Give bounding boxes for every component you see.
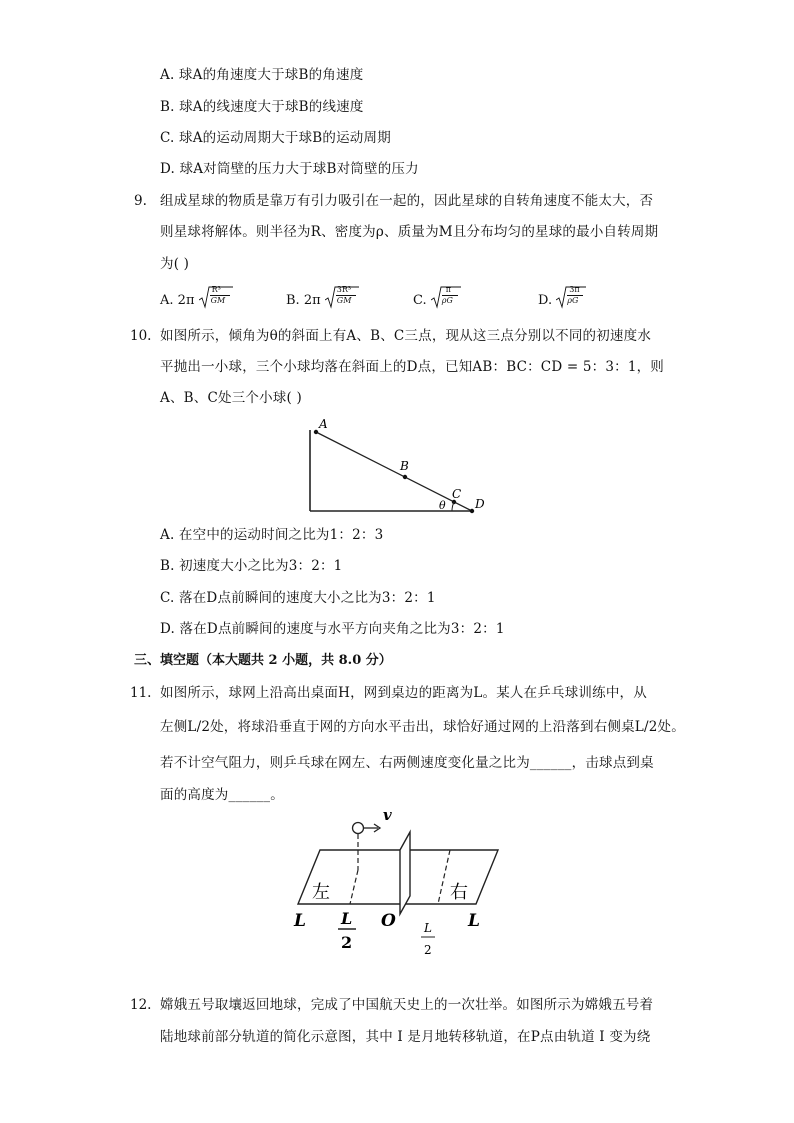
label-half-num: L <box>341 909 353 928</box>
q12-number: 12. <box>130 997 152 1013</box>
q9-option-d: D. $\frac{3\pi}{\rho G}$ <box>538 288 586 310</box>
q9-number: 9. <box>134 193 147 209</box>
label-half-den: 2 <box>341 933 353 952</box>
point-b <box>403 475 407 479</box>
q9-radical: $\frac{3\pi}{\rho G}$ <box>556 288 586 310</box>
label-d: D <box>475 497 485 511</box>
label-v: v <box>383 808 392 824</box>
q9-text-line: 组成星球的物质是靠万有引力吸引在一起的，因此星球的自转角速度不能太大，否 <box>160 193 654 209</box>
label-L-right: L <box>468 911 480 931</box>
label-O: O <box>381 911 396 931</box>
q11-text-line: 如图所示，球网上沿高出桌面H，网到桌边的距离为L。某人在乒乓球训练中，从 <box>160 685 647 701</box>
q11-text-line: 若不计空气阻力，则乒乓球在网左、右两侧速度变化量之比为______，击球点到桌 <box>160 755 654 771</box>
incline-figure <box>300 418 510 518</box>
label-half2-num: L <box>424 921 432 935</box>
q8-option-c: C. 球A的运动周期大于球B的运动周期 <box>160 130 391 146</box>
q10-number: 10. <box>130 328 152 344</box>
q9-option-b: B. 2π $\frac{\text{3R³}}{GM}$ <box>286 288 359 310</box>
point-a <box>314 430 318 434</box>
q9-radical: $\frac{\text{3R³}}{GM}$ <box>325 288 359 310</box>
q9-radical: $\frac{\text{R³}}{GM}$ <box>199 288 233 310</box>
q10-text-line: 平抛出一小球，三个小球均落在斜面上的D点，已知AB：BC：CD = 5：3：1，则 <box>160 359 665 375</box>
q9-option-c: C. $\frac{\pi}{\rho G}$ <box>413 288 461 310</box>
table-tennis-figure <box>290 808 510 960</box>
label-a: A <box>319 418 328 431</box>
q11-text-line: 左侧L/2处，将球沿垂直于网的方向水平击出，球恰好通过网的上沿落到右侧桌L/2处。 <box>160 719 685 735</box>
q12-text-line: 陆地球前部分轨道的简化示意图，其中 I 是月地转移轨道，在P点由轨道 I 变为绕 <box>160 1029 651 1045</box>
q10-option-c: C. 落在D点前瞬间的速度大小之比为3：2：1 <box>160 590 436 606</box>
q8-option-d: D. 球A对筒壁的压力大于球B对筒壁的压力 <box>160 161 419 177</box>
q12-text-line: 嫦娥五号取壤返回地球，完成了中国航天史上的一次壮举。如图所示为嫦娥五号着 <box>160 997 654 1013</box>
label-b: B <box>400 459 409 473</box>
point-d <box>470 509 474 513</box>
label-right: 右 <box>450 882 468 903</box>
label-half2-den: 2 <box>424 943 432 957</box>
q8-option-a: A. 球A的角速度大于球B的角速度 <box>160 67 364 83</box>
q11-text-line: 面的高度为______。 <box>160 787 284 803</box>
q9-radical: $\frac{\pi}{\rho G}$ <box>431 288 461 310</box>
label-c: C <box>452 487 462 501</box>
label-theta: θ <box>439 499 446 512</box>
label-L-left: L <box>294 911 306 931</box>
q10-text-line: A、B、C处三个小球( ) <box>160 390 302 406</box>
q11-number: 11. <box>130 685 152 701</box>
q9-text-line: 为( ) <box>160 256 190 272</box>
q9-text-line: 则星球将解体。则半径为R、密度为ρ、质量为M且分布均匀的星球的最小自转周期 <box>160 224 659 240</box>
section-heading: 三、填空题（本大题共 2 小题，共 8.0 分） <box>134 653 392 668</box>
q10-option-a: A. 在空中的运动时间之比为1：2：3 <box>160 527 384 543</box>
q8-option-b: B. 球A的线速度大于球B的线速度 <box>160 99 364 115</box>
q10-option-d: D. 落在D点前瞬间的速度与水平方向夹角之比为3：2：1 <box>160 621 505 637</box>
label-left: 左 <box>312 882 330 903</box>
q9-option-a: A. 2π $\frac{\text{R³}}{GM}$ <box>160 288 233 310</box>
q10-option-b: B. 初速度大小之比为3：2：1 <box>160 558 343 574</box>
q10-text-line: 如图所示，倾角为θ的斜面上有A、B、C三点，现从这三点分别以不同的初速度水 <box>160 328 652 344</box>
ball-icon <box>353 823 364 834</box>
